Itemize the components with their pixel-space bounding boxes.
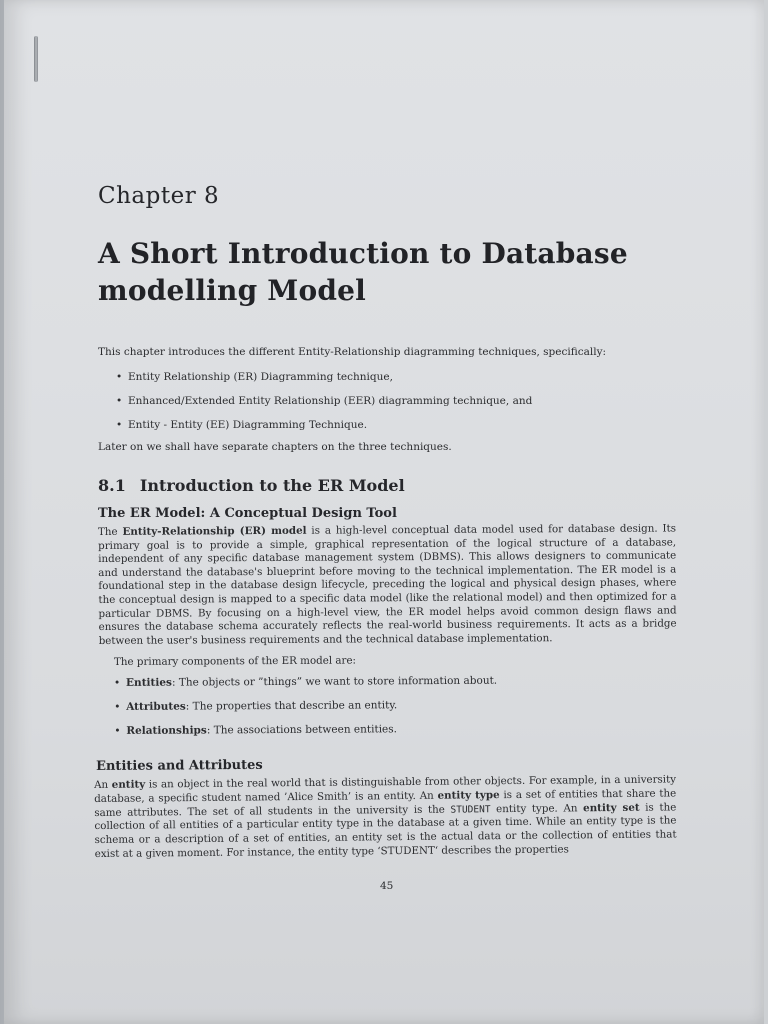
component-term: Relationships <box>126 724 207 737</box>
bold-term: Entity-Relationship (ER) model <box>122 524 307 538</box>
section-title: Introduction to the ER Model <box>139 476 405 495</box>
code-term: STUDENT <box>450 803 491 816</box>
er-model-paragraph <box>98 522 677 648</box>
document-page <box>96 0 678 1024</box>
bold-term: entity type <box>437 788 500 802</box>
chapter-label: Chapter 8 <box>98 183 220 209</box>
component-term: Attributes <box>126 700 186 713</box>
section-heading <box>98 476 405 495</box>
chapter-title-line-1: A Short Introduction to Database <box>98 237 628 270</box>
text-run: is the collection of all entities of a particular entity type in the database at a given time. While an entity type is the schema or a description of a set of entities, an entity set is the actual data or the collection of entities that exist at a given moment. For instance, the entity type ‘STUDENT‘ describes the properties <box>94 801 677 860</box>
intro-paragraph: This chapter introduces the different Entity-Relationship diagramming techniques, specifically: <box>98 346 607 358</box>
binder-clip-mark <box>34 36 38 82</box>
chapter-title-line-2: modelling Model <box>98 274 366 307</box>
section-number: 8.1 <box>98 476 126 495</box>
components-list <box>114 674 634 749</box>
technique-list <box>116 371 636 443</box>
list-item: • Entity Relationship (ER) Diagramming technique, <box>116 371 636 395</box>
chapter-title <box>98 235 658 309</box>
component-desc: : The associations between entities. <box>206 723 398 737</box>
text-run: The <box>98 525 123 538</box>
entities-paragraph <box>94 773 677 861</box>
text-run: is a set of entities that share the same attributes. The set of all students in the university is the <box>94 787 677 819</box>
bold-term: entity set <box>583 801 640 814</box>
text-run: is an object in the real world that is distinguishable from other objects. For example, in a university database, a specific student named ’Alice Smith’ is an entity. An <box>94 773 677 805</box>
subsection-heading-er-model: The ER Model: A Conceptual Design Tool <box>98 506 397 521</box>
page-number: 45 <box>380 880 394 892</box>
components-intro: The primary components of the ER model are: <box>114 654 357 668</box>
subsection-heading-entities: Entities and Attributes <box>96 757 263 774</box>
component-term: Entities <box>125 676 172 689</box>
component-desc: : The objects or ”things” we want to store information about. <box>171 674 498 689</box>
list-item: • Enhanced/Extended Entity Relationship (EER) diagramming technique, and <box>116 395 636 419</box>
list-item <box>114 698 634 725</box>
text-run: entity type. An <box>490 801 584 815</box>
bold-term: entity <box>111 778 146 791</box>
list-item <box>114 722 634 749</box>
list-item <box>114 674 634 701</box>
list-item: • Entity - Entity (EE) Diagramming Technique. <box>116 419 636 443</box>
text-run: An <box>94 778 112 791</box>
later-note: Later on we shall have separate chapters on the three techniques. <box>98 441 452 453</box>
component-desc: : The properties that describe an entity. <box>185 699 398 713</box>
text-run: is a high-level conceptual data model used for database design. Its primary goal is to provide a simple, graphical representation of the logical structure of a database, independent of any specific database management system (DBMS). This allows designers to communicate and understand the database's blueprint before moving to the technical implementation. The ER model is a foundational step in the database design lifecycle, preceding the logical and physical design phases, where the conceptual design is mapped to a specific data model (like the relational model) and then optimized for a particular DBMS. By focusing on a high-level view, the ER model helps avoid common design flaws and ensures the database schema accurately reflects the real-world business requirements. It acts as a bridge between the user's business requirements and the technical database implementation. <box>98 522 677 647</box>
